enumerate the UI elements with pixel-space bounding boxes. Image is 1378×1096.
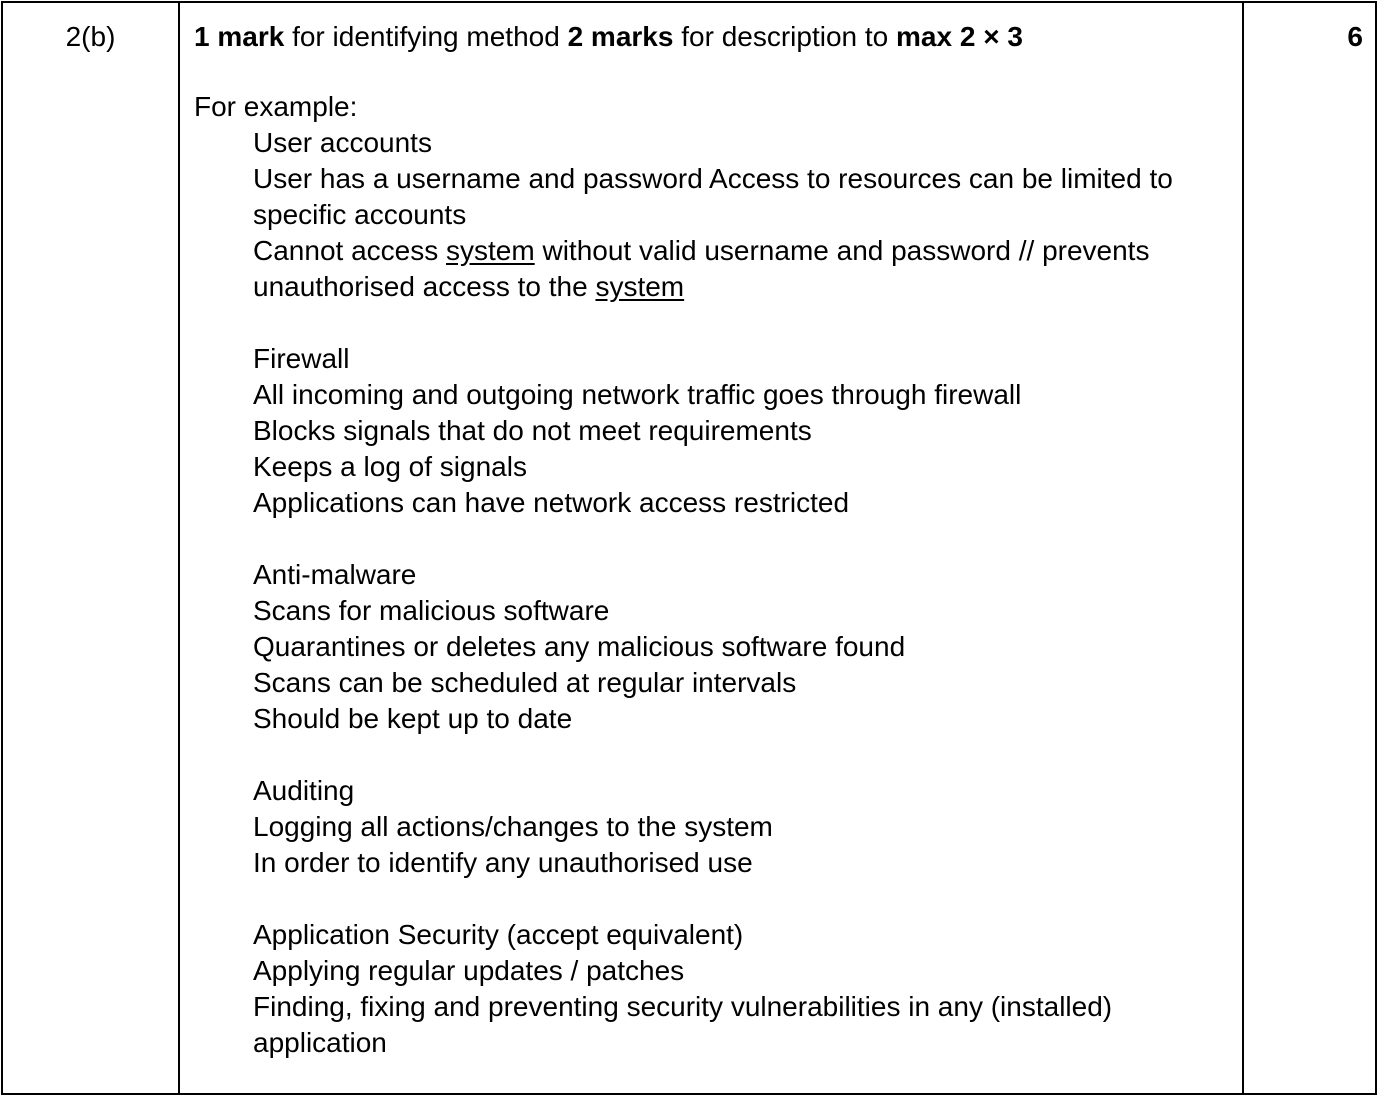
total-marks: 6 — [1347, 21, 1363, 52]
method-point: In order to identify any unauthorised use — [253, 847, 753, 878]
answer-cell — [178, 3, 1242, 1093]
method-point: Blocks signals that do not meet requirements — [253, 415, 812, 446]
marking-guidance — [194, 19, 1232, 55]
method-firewall — [253, 341, 1232, 521]
method-point: Applications can have network access restricted — [253, 487, 850, 518]
method-name: Firewall — [253, 343, 350, 374]
method-point: User has a username and password Access to resources can be limited to specific accounts — [253, 163, 1173, 230]
mark-scheme-table — [1, 1, 1377, 1095]
method-point-underlined — [253, 233, 1232, 305]
underlined-keyword: system — [446, 235, 535, 266]
method-point: Should be kept up to date — [253, 703, 573, 734]
guidance-mark-1: 1 mark — [194, 21, 285, 52]
method-user-accounts — [253, 125, 1232, 305]
method-application-security — [253, 917, 1232, 1061]
guidance-max: max 2 × 3 — [896, 21, 1023, 52]
method-point: All incoming and outgoing network traffic goes through firewall — [253, 379, 1022, 410]
method-point: Scans can be scheduled at regular intervals — [253, 667, 797, 698]
method-point: Scans for malicious software — [253, 595, 610, 626]
method-auditing — [253, 773, 1232, 881]
method-point: Logging all actions/changes to the system — [253, 811, 773, 842]
method-name: Application Security (accept equivalent) — [253, 919, 744, 950]
method-anti-malware — [253, 557, 1232, 737]
underlined-keyword: system — [595, 271, 685, 302]
method-point: Quarantines or deletes any malicious software found — [253, 631, 906, 662]
question-number: 2(b) — [65, 21, 116, 52]
guidance-text-1: for identifying method — [284, 21, 568, 52]
example-intro: For example: — [194, 91, 358, 122]
point-text: without valid username and password // prevents unauthorised access to the — [253, 235, 1150, 302]
guidance-text-2: for description to — [673, 21, 897, 52]
method-name: User accounts — [253, 127, 432, 158]
method-point: Applying regular updates / patches — [253, 955, 685, 986]
point-text: Cannot access — [253, 235, 446, 266]
method-point: Finding, fixing and preventing security vulnerabilities in any (installed) application — [253, 991, 1113, 1058]
method-name: Anti-malware — [253, 559, 417, 590]
method-point: Keeps a log of signals — [253, 451, 527, 482]
question-number-cell — [3, 3, 178, 1093]
guidance-mark-2: 2 marks — [567, 21, 674, 52]
method-name: Auditing — [253, 775, 355, 806]
marks-cell — [1242, 3, 1375, 1093]
